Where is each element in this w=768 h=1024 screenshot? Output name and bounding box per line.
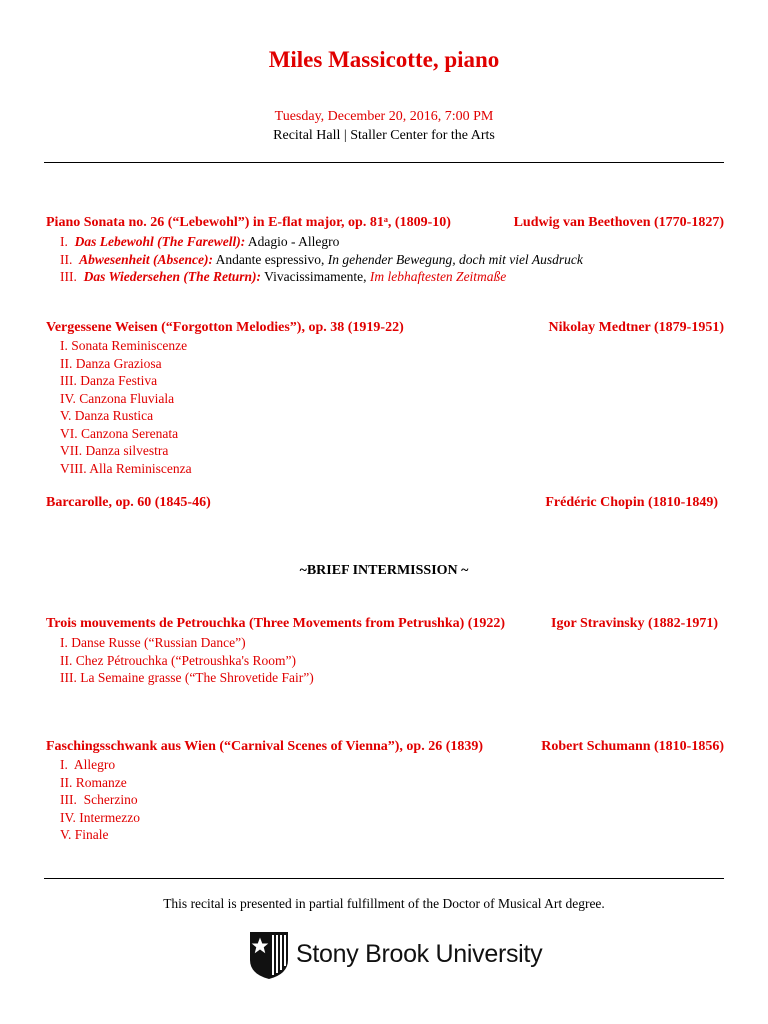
movement-list bbox=[60, 756, 140, 844]
piece-title: Barcarolle, op. 60 (1845-46) bbox=[46, 495, 211, 510]
movement-item: V. Finale bbox=[60, 827, 109, 842]
piece-composer: Frédéric Chopin (1810-1849) bbox=[545, 495, 718, 510]
piece-title: Vergessene Weisen (“Forgotton Melodies”), op. 38 (1919-22) bbox=[46, 320, 404, 335]
movement-tempo: Andante espressivo, bbox=[215, 251, 325, 267]
movement-item: IV. Canzona Fluviala bbox=[60, 390, 175, 406]
movement-list bbox=[60, 337, 192, 477]
program-piece-medtner bbox=[46, 320, 724, 336]
movement-item: VI. Canzona Serenata bbox=[60, 425, 179, 441]
movement-tempo: Vivacissimamente, bbox=[264, 269, 367, 284]
movement-list bbox=[60, 233, 583, 286]
program-piece-chopin bbox=[46, 495, 724, 511]
movement-item: II. Danza Graziosa bbox=[60, 355, 162, 371]
movement-item: IV. Intermezzo bbox=[60, 809, 140, 825]
movement-title: Das Wiedersehen (The Return): bbox=[83, 269, 262, 284]
movement-title: Abwesenheit (Absence): bbox=[79, 251, 213, 267]
movement-tempo-german: In gehender Bewegung, doch mit viel Ausdruck bbox=[327, 251, 583, 267]
stony-brook-shield-icon bbox=[248, 930, 290, 980]
logo-wordmark: Stony Brook University bbox=[296, 940, 543, 968]
movement-tempo: Adagio - Allegro bbox=[247, 234, 340, 249]
movement-number: I. bbox=[60, 234, 68, 249]
movement-item: V. Danza Rustica bbox=[60, 408, 154, 423]
movement-item bbox=[60, 251, 583, 269]
movement-title: Das Lebewohl (The Farewell): bbox=[74, 234, 246, 249]
movement-item: I. Allegro bbox=[60, 757, 116, 772]
movement-tempo-german: Im lebhaftesten Zeitmaße bbox=[369, 269, 507, 284]
movement-item: III. Danza Festiva bbox=[60, 373, 158, 388]
program-piece-stravinsky bbox=[46, 616, 724, 632]
movement-item bbox=[60, 268, 583, 286]
movement-item: II. Chez Pétrouchka (“Petroushka's Room”) bbox=[60, 652, 296, 668]
university-logo bbox=[248, 930, 543, 978]
movement-item: III. Scherzino bbox=[60, 792, 138, 807]
recital-date: Tuesday, December 20, 2016, 7:00 PM bbox=[274, 109, 494, 124]
intermission-label: ~BRIEF INTERMISSION ~ bbox=[299, 563, 469, 578]
piece-composer: Ludwig van Beethoven (1770-1827) bbox=[513, 215, 724, 230]
movement-number: III. bbox=[60, 269, 77, 284]
movement-item: III. La Semaine grasse (“The Shrovetide Fair”) bbox=[60, 670, 314, 685]
piece-title: Piano Sonata no. 26 (“Lebewohl”) in E-flat major, op. 81ᵃ, (1809-10) bbox=[46, 215, 451, 230]
top-divider bbox=[44, 162, 724, 163]
program-piece-beethoven bbox=[46, 215, 724, 231]
movement-number: II. bbox=[60, 251, 73, 267]
piece-title: Faschingsschwank aus Wien (“Carnival Scenes of Vienna”), op. 26 (1839) bbox=[46, 739, 484, 754]
movement-item: I. Danse Russe (“Russian Dance”) bbox=[60, 635, 246, 650]
piece-title: Trois mouvements de Petrouchka (Three Movements from Petrushka) (1922) bbox=[46, 616, 506, 631]
program-piece-schumann bbox=[46, 739, 724, 755]
movement-list bbox=[60, 634, 314, 687]
recital-title: Miles Massicotte, piano bbox=[268, 47, 500, 72]
piece-composer: Igor Stravinsky (1882-1971) bbox=[551, 616, 718, 631]
piece-composer: Robert Schumann (1810-1856) bbox=[541, 739, 724, 754]
recital-venue: Recital Hall | Staller Center for the Arts bbox=[273, 128, 495, 143]
degree-note: This recital is presented in partial fulfillment of the Doctor of Musical Art degree. bbox=[163, 896, 605, 911]
piece-composer: Nikolay Medtner (1879-1951) bbox=[548, 320, 724, 335]
movement-item: II. Romanze bbox=[60, 774, 127, 790]
movement-item: I. Sonata Reminiscenze bbox=[60, 338, 188, 353]
movement-item: VIII. Alla Reminiscenza bbox=[60, 460, 192, 476]
bottom-divider bbox=[44, 878, 724, 879]
movement-item: VII. Danza silvestra bbox=[60, 443, 169, 458]
movement-item bbox=[60, 233, 583, 251]
